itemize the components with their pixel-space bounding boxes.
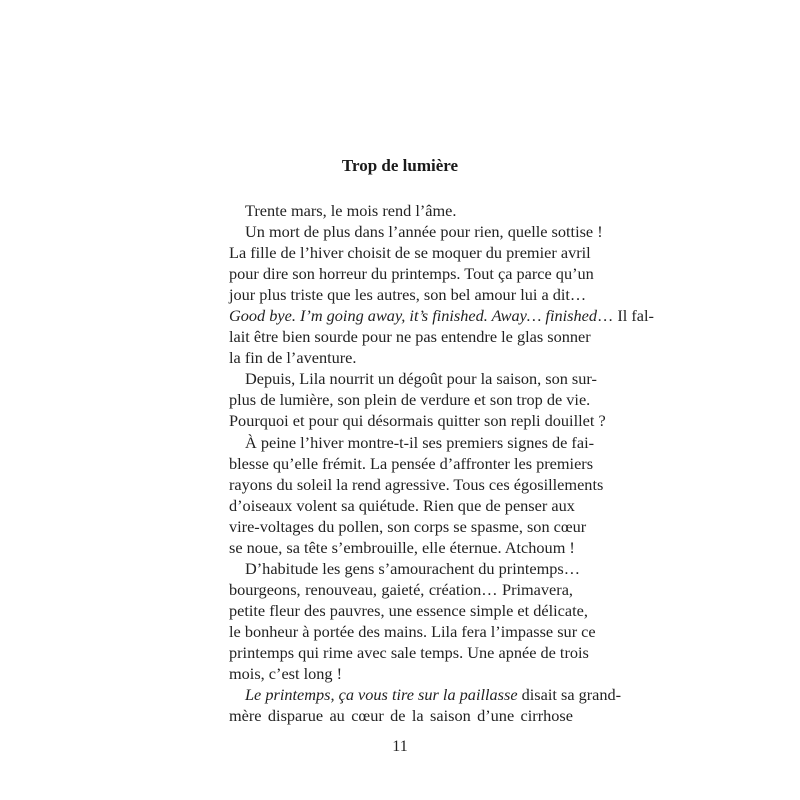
text-line <box>229 347 573 368</box>
text-segment: pour dire son horreur du printemps. Tout ça parce qu’un <box>229 264 594 284</box>
text-segment: bourgeons, renouveau, gaieté, création… Primavera, <box>229 579 573 599</box>
text-line <box>229 642 589 663</box>
text-line <box>229 326 591 347</box>
text-line <box>229 432 595 453</box>
text-line <box>229 389 591 410</box>
text-segment: printemps qui rime avec sale temps. Une apnée de trois <box>229 642 589 662</box>
text-line <box>229 579 573 600</box>
text-segment: se noue, sa tête s’embrouille, elle éternue. Atchoum ! <box>229 537 575 557</box>
text-segment: À peine l’hiver montre-t-il ses premiers signes de fai- <box>245 432 595 452</box>
text-segment: disait sa grand- <box>517 685 622 705</box>
text-line <box>229 684 622 705</box>
text-segment: Un mort de plus dans l’année pour rien, quelle sottise ! <box>245 222 603 242</box>
text-segment: le bonheur à portée des mains. Lila fera l’impasse sur ce <box>229 621 596 641</box>
italic-text: Good bye. I’m going away, it’s finished. Away… finished <box>229 306 597 326</box>
text-segment: Trente mars, le mois rend l’âme. <box>245 201 457 220</box>
text-line <box>229 284 587 305</box>
text-line <box>229 705 573 726</box>
text-line <box>229 305 654 326</box>
italic-text: Le printemps, ça vous tire sur la paillasse <box>245 685 518 705</box>
text-segment: … Il fal- <box>596 306 654 326</box>
page-number: 11 <box>392 738 408 755</box>
text-segment: Pourquoi et pour qui désormais quitter son repli douillet ? <box>229 411 606 431</box>
text-segment: blesse qu’elle frémit. La pensée d’affronter les premiers <box>229 453 594 473</box>
text-line <box>229 474 604 495</box>
text-line <box>229 242 591 263</box>
text-segment: la fin de l’aventure. <box>229 348 357 368</box>
text-line <box>229 537 573 558</box>
text-line <box>229 410 606 431</box>
text-line <box>229 621 596 642</box>
text-segment: plus de lumière, son plein de verdure et son trop de vie. <box>229 390 591 410</box>
text-segment: jour plus triste que les autres, son bel amour lui a dit… <box>229 285 587 305</box>
text-segment: d’oiseaux volent sa quiétude. Rien que de penser aux <box>229 495 575 515</box>
text-line <box>229 558 581 579</box>
text-segment: D’habitude les gens s’amourachent du printemps… <box>245 558 581 578</box>
text-segment: vire-voltages du pollen, son corps se spasme, son cœur <box>229 516 587 536</box>
text-segment: mère disparue au cœur de la saison d’une cirrhose <box>229 706 573 726</box>
text-line <box>229 495 573 516</box>
text-segment: petite fleur des pauvres, une essence simple et délicate, <box>229 600 588 620</box>
text-segment: rayons du soleil la rend agressive. Tous ces égosillements <box>229 474 604 494</box>
text-segment: mois, c’est long ! <box>229 664 343 684</box>
text-segment: Depuis, Lila nourrit un dégoût pour la saison, son sur- <box>245 369 597 389</box>
text-line <box>229 368 597 389</box>
text-line <box>229 600 588 621</box>
text-segment: La fille de l’hiver choisit de se moquer du premier avril <box>229 243 591 263</box>
text-line <box>229 453 594 474</box>
text-line <box>229 221 603 242</box>
text-line <box>229 663 573 684</box>
chapter-title: Trop de lumière <box>341 156 459 175</box>
text-line <box>229 263 594 284</box>
text-line <box>229 516 587 537</box>
body-text <box>229 200 654 726</box>
text-segment: lait être bien sourde pour ne pas entendre le glas sonner <box>229 327 591 347</box>
text-line <box>229 200 573 221</box>
